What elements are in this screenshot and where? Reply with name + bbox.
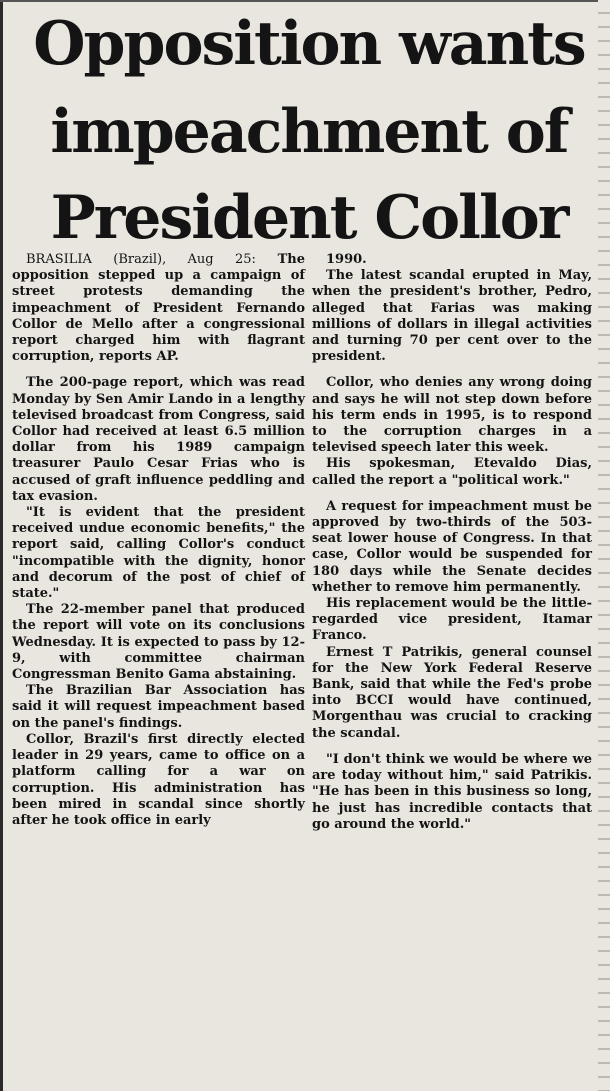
article-column-right: [312, 252, 592, 833]
headline-line-1: Opposition wants: [33, 9, 585, 79]
paragraph-denial: Collor, who denies any wrong doing and says he will not step down before his term ends in 1995, is to respond to the corruption charges in a televised speech later this week.: [312, 375, 592, 456]
lead-paragraph: [12, 252, 305, 365]
paragraph-latest-scandal: The latest scandal erupted in May, when the president's brother, Pedro, alleged that Farias was making millions of dollars in illegal activities and turning 70 per cent over to the president.: [312, 268, 592, 365]
paragraph-patrikis-quote: "I don't think we would be where we are today without him," said Patrikis. "He has been in this business so long, he just has incredible contacts that go around the world.": [312, 751, 592, 832]
headline-line-2: impeachment of: [50, 97, 568, 167]
paragraph-quote: "It is evident that the president received undue economic benefits," the report said, calling Collor's conduct "incompatible with the dignity, honor and decorum of the post of chief of state.": [12, 505, 305, 602]
paragraph-impeachment-request: A request for impeachment must be approved by two-thirds of the 503-seat lower house of Congress. In that case, Collor would be suspended for 180 days while the Senate decides whether to remove him permanently.: [312, 498, 592, 595]
adjacent-column-edge: [598, 0, 610, 1091]
paragraph-collor-history: Collor, Brazil's first directly elected leader in 29 years, came to office on a platform calling for a war on corruption. His administration has been mired in scandal since shortly after he took office in early: [12, 731, 305, 828]
paragraph-replacement: His replacement would be the little-regarded vice president, Itamar Franco.: [312, 596, 592, 644]
article-column-left: [12, 252, 305, 829]
lead-paragraph-body: The opposition stepped up a campaign of street protests demanding the impeachment of President Fernando Collor de Mello after a congressional report charged him with flagrant corruption, reports AP.: [12, 252, 305, 365]
paragraph-spokesman: His spokesman, Etevaldo Dias, called the report a "political work.": [312, 456, 592, 488]
paragraph-panel-vote: The 22-member panel that produced the report will vote on its conclusions Wednesday. It is expected to pass by 12-9, with committee chairman Congressman Benito Gama abstaining.: [12, 602, 305, 683]
paragraph-report: The 200-page report, which was read Monday by Sen Amir Lando in a lengthy televised broadcast from Congress, said Collor had received at least 6.5 million dollar from his 1989 campaign treasurer Paulo Cesar Frias who is accused of graft influence peddling and tax evasion.: [12, 375, 305, 504]
headline-line-3: President Collor: [50, 183, 568, 253]
page-border-top: [0, 0, 610, 2]
page-border-left: [0, 0, 3, 1091]
dateline: BRASILIA (Brazil), Aug 25:: [26, 252, 256, 267]
paragraph-continuation: 1990.: [326, 252, 367, 267]
paragraph-bar-association: The Brazilian Bar Association has said it will request impeachment based on the panel's findings.: [12, 683, 305, 731]
paragraph-patrikis: Ernest T Patrikis, general counsel for the New York Federal Reserve Bank, said that while the Fed's probe into BCCI would have continued, Morgenthau was crucial to cracking the scandal.: [312, 644, 592, 741]
